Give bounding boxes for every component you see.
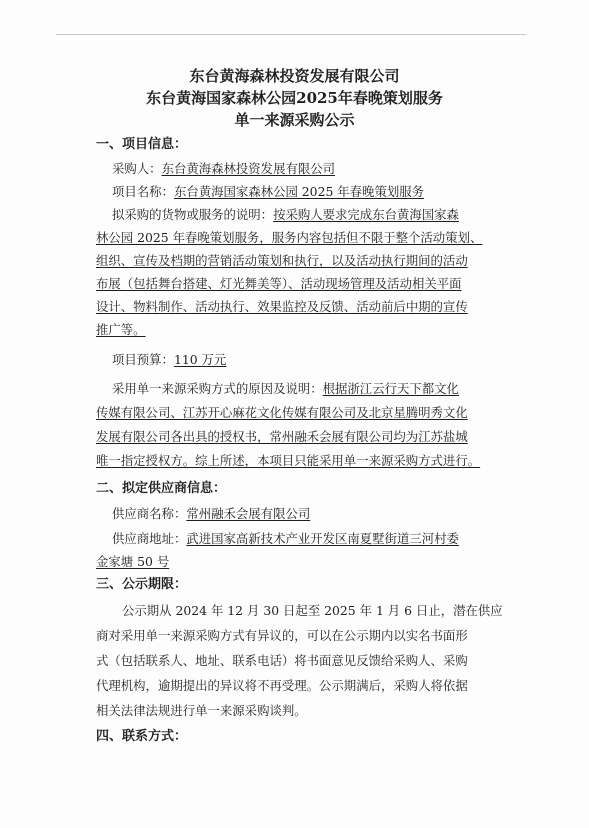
purchaser-label: 采购人： — [112, 161, 162, 176]
reason-line-3: 发展有限公司各出具的授权书，常州融禾会展有限公司均为江苏盐城 — [96, 429, 468, 444]
notice-period-line-1: 公示期从 2024 年 12 月 30 日起至 2025 年 1 月 6 日止，潜在供应 — [122, 603, 503, 618]
section-4-heading: 四、联系方式： — [96, 729, 188, 744]
supplier-address-value: 武进国家高新技术产业开发区南夏墅街道三河村委 — [186, 531, 459, 546]
doc-title-line-1: 东台黄海森林投资发展有限公司 — [189, 67, 400, 85]
supplier-name-value: 常州融禾会展有限公司 — [186, 506, 311, 521]
description-text: 按采购人要求完成东台黄海国家森 — [273, 207, 459, 222]
supplier-address-line-2: 金家塘 50 号 — [96, 554, 170, 569]
description-line-5: 设计、物料制作、活动执行、效果监控及反馈、活动前后中期的宣传 — [96, 299, 468, 314]
notice-period-line-2: 商对采用单一来源采购方式有异议的，可以在公示期内以实名书面形 — [96, 628, 468, 643]
section-3-heading: 三、公示期限： — [96, 577, 188, 592]
purchaser-value: 东台黄海森林投资发展有限公司 — [161, 161, 336, 176]
doc-title-line-2: 东台黄海国家森林公园2025年春晚策划服务 — [146, 89, 443, 107]
budget-line — [112, 351, 226, 369]
supplier-name-line — [112, 505, 310, 523]
description-label: 拟采购的货物或服务的说明： — [112, 207, 274, 222]
doc-title-line-3: 单一来源采购公示 — [234, 111, 355, 129]
supplier-name-label: 供应商名称： — [112, 506, 187, 521]
budget-value: 110 万元 — [173, 352, 227, 367]
description-line-2: 林公园 2025 年春晚策划服务，服务内容包括但不限于整个活动策划、 — [96, 230, 483, 245]
notice-period-line-4: 代理机构，逾期提出的异议将不再受理。公示期满后，采购人将依据 — [96, 678, 468, 693]
supplier-address-line-1 — [112, 530, 459, 548]
supplier-address-label: 供应商地址： — [112, 531, 187, 546]
reason-line-1 — [112, 380, 459, 398]
project-name-label: 项目名称： — [112, 184, 174, 199]
reason-label: 采用单一来源采购方式的原因及说明： — [112, 381, 323, 396]
budget-label: 项目预算： — [112, 352, 174, 367]
section-2-heading: 二、拟定供应商信息： — [96, 481, 227, 496]
description-line-4: 布展（包括舞台搭建、灯光舞美等）、活动现场管理及活动相关平面 — [96, 276, 462, 291]
notice-period-line-5: 相关法律法规进行单一来源采购谈判。 — [96, 703, 307, 718]
project-name-line — [112, 183, 424, 201]
reason-line-4: 唯一指定授权方。综上所述，本项目只能采用单一来源采购方式进行。 — [96, 453, 481, 468]
notice-period-line-3: 式（包括联系人、地址、联系电话）将书面意见反馈给采购人、采购 — [96, 653, 468, 668]
project-name-value: 东台黄海国家森林公园 2025 年春晚策划服务 — [173, 184, 425, 199]
description-line-6: 推广等。 — [96, 322, 146, 337]
reason-text: 根据浙江云行天下都文化 — [322, 381, 459, 396]
description-line-1 — [112, 206, 459, 224]
description-line-3: 组织、宣传及档期的营销活动策划和执行，以及活动执行期间的活动 — [96, 253, 468, 268]
reason-line-2: 传媒有限公司、江苏开心麻花文化传媒有限公司及北京星腾明秀文化 — [96, 405, 468, 420]
scan-artifact-line — [56, 34, 526, 35]
section-1-heading: 一、项目信息： — [96, 137, 188, 152]
purchaser-line — [112, 160, 335, 178]
